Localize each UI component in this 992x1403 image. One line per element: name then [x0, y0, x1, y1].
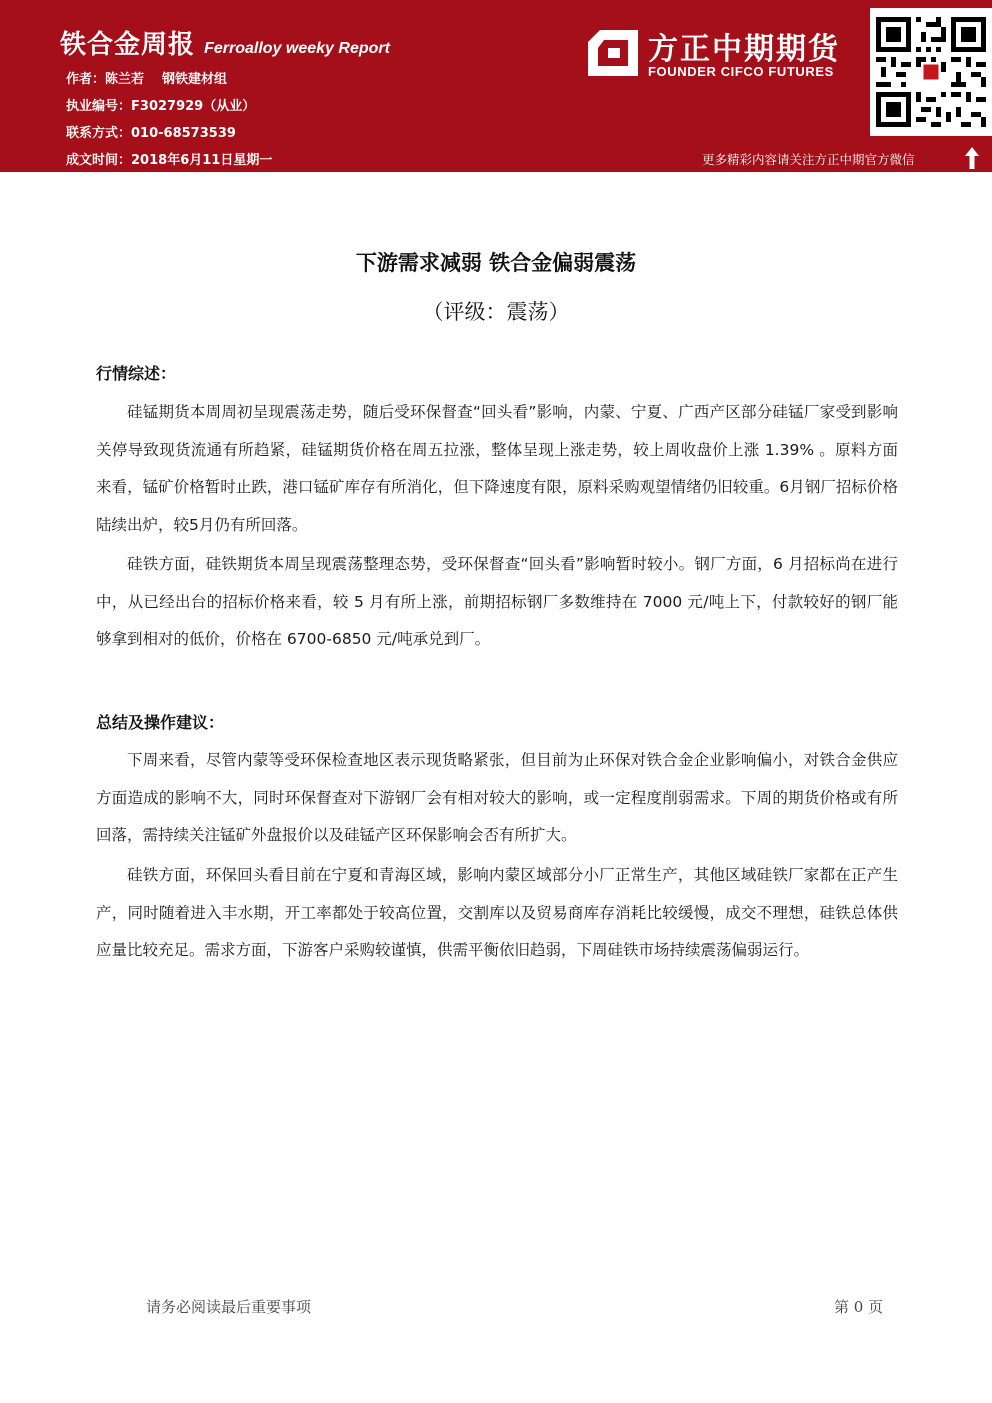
license-number: F3027929（从业） — [131, 99, 256, 114]
author-team: 钢铁建材组 — [162, 72, 228, 87]
report-series-title-cn: 铁合金周报 — [60, 30, 196, 60]
contact-row — [66, 120, 272, 147]
date-label: 成文时间： — [66, 153, 132, 168]
contact-label: 联系方式： — [66, 126, 132, 141]
report-header — [0, 0, 992, 172]
paragraph-silicomanganese-review: 硅锰期货本周周初呈现震荡走势，随后受环保督查“回头看”影响，内蒙、宁夏、广西产区部分硅锰厂家受到影响关停导致现货流通有所趋紧，硅锰期货价格在周五拉涨，整体呈现上涨走势，较上周收盘价上涨 1.39% 。原料方面来看，锰矿价格暂时止跌，港口锰矿库存有所消化，但下降速度有限，原料采购观望情绪仍旧较重。6月钢厂招标价格陆续出炉，较5月仍有所回落。 — [96, 403, 898, 534]
license-row — [66, 93, 272, 120]
paragraph-summary-outlook: 下周来看，尽管内蒙等受环保检查地区表示现货略紧张，但目前为止环保对铁合金企业影响偏小，对铁合金供应方面造成的影响不大，同时环保督查对下游钢厂会有相对较大的影响，或一定程度削弱需求。下周的期货价格或有所回落，需持续关注锰矿外盘报价以及硅锰产区环保影响会否有所扩大。 — [96, 751, 898, 844]
report-title: 下游需求减弱 铁合金偏弱震荡 — [355, 251, 637, 275]
author-label: 作者： — [66, 72, 106, 87]
founder-logo-icon — [586, 28, 640, 78]
arrow-up-icon — [964, 146, 980, 170]
date-row — [66, 147, 272, 174]
paragraph-ferrosilicon-review: 硅铁方面，硅铁期货本周呈现震荡整理态势，受环保督查“回头看”影响暂时较小。钢厂方面，6 月招标尚在进行中，从已经出台的招标价格来看，较 5 月有所上涨，前期招标钢厂多数维持在 7000 元/吨上下，付款较好的钢厂能够拿到相对的低价，价格在 6700-6850 元/吨承兑到厂。 — [96, 555, 898, 648]
report-series-title — [60, 24, 390, 61]
section-heading-market-review: 行情综述： — [96, 364, 177, 383]
footer-notice: 请务必阅读最后重要事项 — [146, 1298, 312, 1316]
license-label: 执业编号： — [66, 99, 132, 114]
author-info — [66, 66, 272, 174]
wechat-qr-code — [870, 8, 992, 136]
author-row — [66, 66, 272, 93]
report-series-title-en: Ferroalloy weeky Report — [204, 40, 390, 57]
author-name: 陈兰若 — [105, 72, 145, 87]
section-heading-summary: 总结及操作建议： — [96, 713, 225, 732]
report-date: 2018年6月11日星期一 — [131, 153, 273, 168]
company-logo — [586, 28, 861, 84]
page-number: 第 0 页 — [834, 1298, 884, 1316]
company-name-en: FOUNDER CIFCO FUTURES — [648, 64, 834, 79]
wechat-follow-tip: 更多精彩内容请关注方正中期官方微信 — [702, 152, 915, 167]
paragraph-ferrosilicon-outlook: 硅铁方面，环保回头看目前在宁夏和青海区域，影响内蒙区域部分小厂正常生产，其他区域硅铁厂家都在正产生产，同时随着进入丰水期，开工率都处于较高位置，交割库以及贸易商库存消耗比较缓慢，成交不理想，硅铁总体供应量比较充足。需求方面，下游客户采购较谨慎，供需平衡依旧趋弱，下周硅铁市场持续震荡偏弱运行。 — [96, 866, 898, 959]
report-rating: （评级：震荡） — [422, 300, 570, 324]
company-name-cn: 方正中期期货 — [648, 32, 840, 67]
contact-phone: 010-68573539 — [131, 126, 236, 141]
qr-code-icon — [876, 13, 986, 131]
